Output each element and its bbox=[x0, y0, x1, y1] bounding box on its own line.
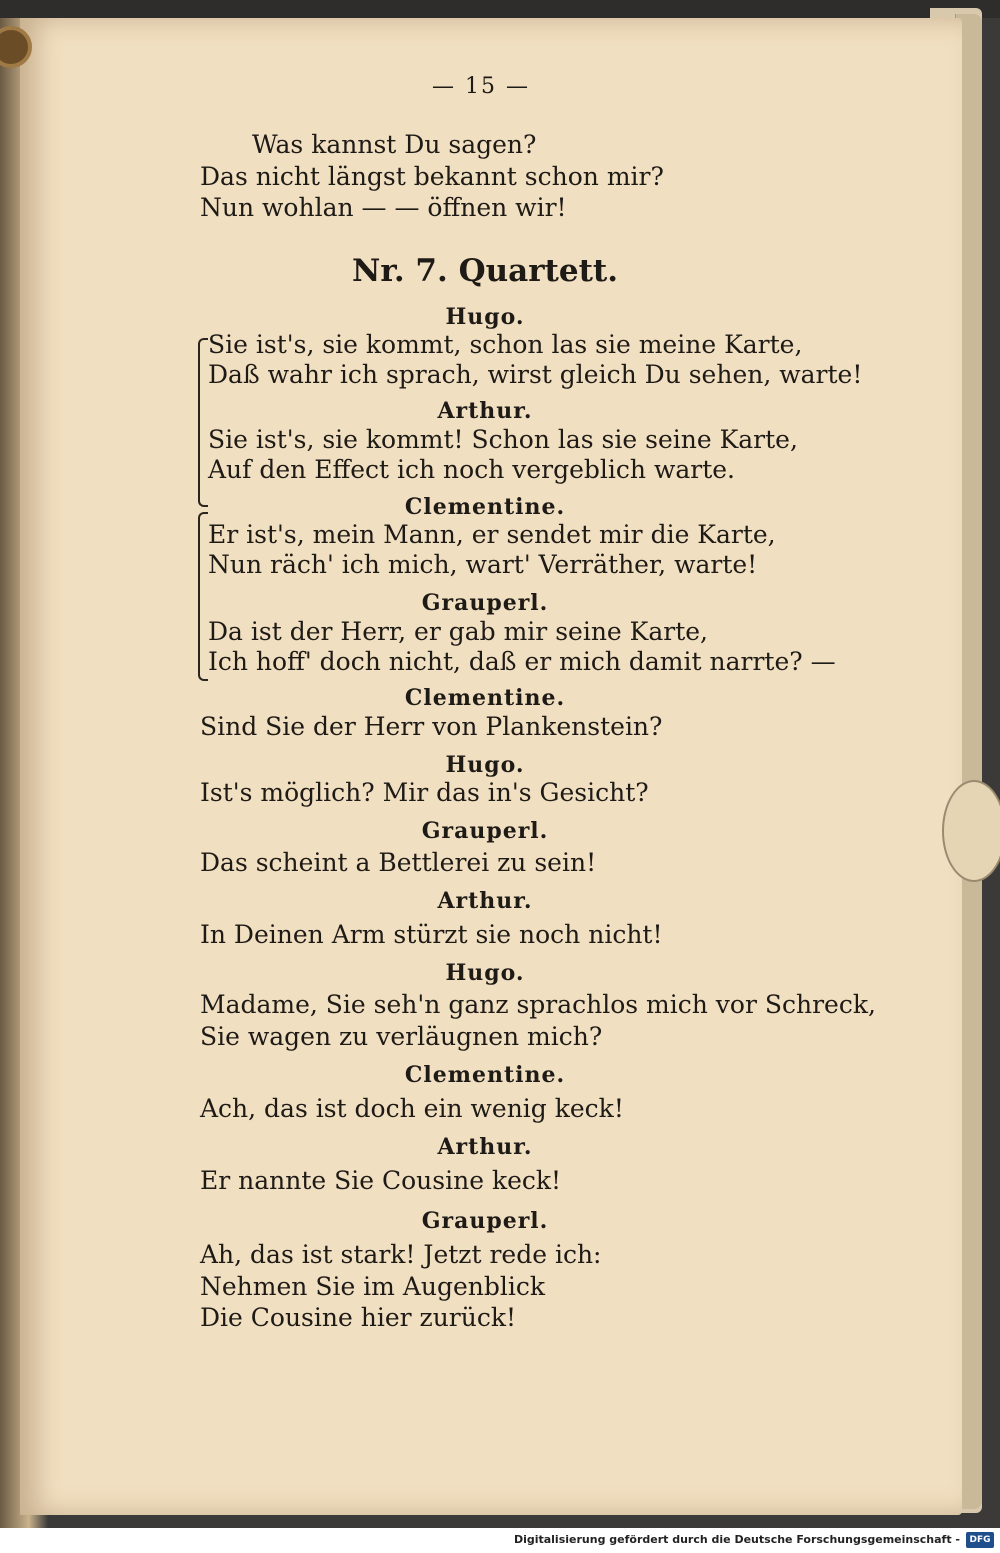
opening-line: Was kannst Du sagen? bbox=[252, 130, 537, 159]
dialogue-line: Die Cousine hier zurück! bbox=[200, 1303, 517, 1332]
speaker-name: Clementine. bbox=[404, 494, 566, 520]
dialogue-line: Ich hoff' doch nicht, daß er mich damit narrte? — bbox=[208, 647, 836, 676]
funding-notice: Digitalisierung gefördert durch die Deutsche Forschungsgemeinschaft - bbox=[513, 1533, 960, 1546]
dialogue-line: Nun räch' ich mich, wart' Verräther, warte! bbox=[208, 550, 758, 579]
dfg-logo: DFG bbox=[966, 1532, 994, 1548]
scan-background bbox=[0, 0, 1000, 18]
dialogue-line: Madame, Sie seh'n ganz sprachlos mich vor Schreck, bbox=[200, 990, 876, 1019]
page-number: — 15 — bbox=[432, 74, 530, 99]
section-heading: Nr. 7. Quartett. bbox=[352, 253, 618, 289]
dialogue-line: Auf den Effect ich noch vergeblich warte. bbox=[208, 455, 736, 484]
dialogue-line: Sie wagen zu verläugnen mich? bbox=[200, 1022, 603, 1051]
dialogue-line: Er ist's, mein Mann, er sendet mir die Karte, bbox=[208, 520, 776, 549]
speaker-name: Arthur. bbox=[437, 1134, 533, 1160]
speaker-name: Hugo. bbox=[445, 752, 525, 778]
dialogue-line: Ist's möglich? Mir das in's Gesicht? bbox=[200, 778, 649, 807]
opening-line: Nun wohlan — — öffnen wir! bbox=[200, 193, 567, 222]
speaker-name: Hugo. bbox=[445, 960, 525, 986]
speaker-name: Clementine. bbox=[404, 685, 566, 711]
dialogue-line: In Deinen Arm stürzt sie noch nicht! bbox=[200, 920, 663, 949]
dialogue-line: Ah, das ist stark! Jetzt rede ich: bbox=[200, 1240, 602, 1269]
speaker-name: Arthur. bbox=[437, 398, 533, 424]
speaker-name: Clementine. bbox=[404, 1062, 566, 1088]
dialogue-line: Nehmen Sie im Augenblick bbox=[200, 1272, 546, 1301]
dialogue-line: Sie ist's, sie kommt! Schon las sie seine Karte, bbox=[208, 425, 798, 454]
dialogue-line: Ach, das ist doch ein wenig keck! bbox=[200, 1094, 624, 1123]
dialogue-line: Sie ist's, sie kommt, schon las sie meine Karte, bbox=[208, 330, 803, 359]
speaker-name: Grauperl. bbox=[421, 1208, 549, 1234]
speaker-name: Arthur. bbox=[437, 888, 533, 914]
dialogue-line: Er nannte Sie Cousine keck! bbox=[200, 1166, 562, 1195]
dialogue-line: Das scheint a Bettlerei zu sein! bbox=[200, 848, 597, 877]
speaker-name: Grauperl. bbox=[421, 590, 549, 616]
dialogue-line: Daß wahr ich sprach, wirst gleich Du sehen, warte! bbox=[208, 360, 863, 389]
speaker-name: Grauperl. bbox=[421, 818, 549, 844]
dialogue-line: Da ist der Herr, er gab mir seine Karte, bbox=[208, 617, 708, 646]
speaker-name: Hugo. bbox=[445, 304, 525, 330]
dialogue-line: Sind Sie der Herr von Plankenstein? bbox=[200, 712, 663, 741]
opening-line: Das nicht längst bekannt schon mir? bbox=[200, 162, 664, 191]
